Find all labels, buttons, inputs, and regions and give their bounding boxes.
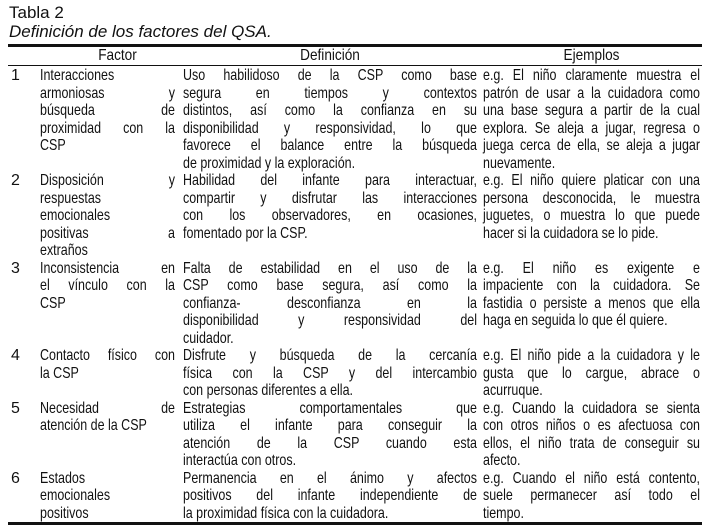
definicion-line: disponibilidad y responsividad, lo que: [183, 119, 477, 137]
definicion-line: utiliza el infante para conseguir la: [183, 417, 477, 434]
factor-number: 4: [11, 347, 20, 364]
ejemplos-line: e.g. El niño quiere platicar con una: [483, 172, 700, 189]
definicion-line: Habilidad del infante para interactuar,: [183, 172, 477, 189]
cell-factor: [40, 400, 175, 435]
definicion-line: compartir y disfrutar las interacciones: [183, 189, 477, 207]
cell-factor: [40, 470, 175, 523]
factor-line: Interacciones: [40, 67, 115, 84]
ejemplos-line: juega cerca de ella, se aleja a jugar: [483, 137, 700, 154]
header-factor: Factor: [98, 47, 137, 64]
ejemplos-line: e.g. El niño claramente muestra el: [483, 67, 700, 84]
factor-line: armoniosas y: [40, 84, 175, 102]
cell-factor: [40, 260, 175, 313]
definicion-line: física con la CSP y del intercambio: [183, 364, 477, 382]
definicion-line: atención de la CSP cuando esta: [183, 434, 477, 452]
definicion-line: favorece el balance entre la búsqueda: [183, 137, 477, 154]
definicion-line: interactúa con otros.: [183, 452, 297, 469]
ejemplos-line: explora. Se aleja a jugar, regresa o: [483, 119, 700, 137]
definicion-line: con personas diferentes a ella.: [183, 382, 353, 399]
definicion-line: de proximidad y la exploración.: [183, 154, 356, 172]
ejemplos-line: gusta que lo cargue, abrace o: [483, 364, 700, 382]
table-row: [0, 67, 706, 172]
definicion-line: Falta de estabilidad en el uso de la: [183, 259, 477, 277]
cell-factor: [40, 347, 175, 382]
table-row: [0, 260, 706, 348]
header-definicion: Definición: [300, 47, 360, 64]
factor-line: CSP: [40, 294, 66, 312]
definicion-line: disponibilidad y responsividad del: [183, 312, 477, 329]
factor-number: 2: [11, 172, 20, 189]
definicion-line: Disfrute y búsqueda de la cercanía: [183, 347, 477, 364]
definicion-line: con los observadores, en ocasiones,: [183, 207, 477, 224]
factor-line: atención de la CSP: [40, 417, 147, 434]
ejemplos-line: nuevamente.: [483, 154, 556, 172]
definicion-line: distintos, así como la confianza en su: [183, 102, 477, 119]
cell-factor: [40, 67, 175, 155]
ejemplos-line: tiempo.: [483, 504, 524, 522]
factor-line: la CSP: [40, 364, 79, 382]
ejemplos-line: afecto.: [483, 452, 521, 469]
definicion-line: cuidador.: [183, 329, 234, 347]
cell-ejemplos: [483, 347, 700, 400]
cell-ejemplos: [483, 470, 700, 523]
definicion-line: Uso habilidoso de la CSP como base: [183, 67, 477, 84]
ejemplos-line: haga en seguida lo que él quiere.: [483, 312, 668, 329]
cell-definicion: [183, 400, 477, 470]
factor-line: respuestas: [40, 189, 102, 207]
cell-definicion: [183, 347, 477, 400]
factor-line: extraños: [40, 242, 88, 259]
ejemplos-line: e.g. Cuando el niño está contento,: [483, 469, 700, 487]
factor-line: emocionales: [40, 207, 111, 224]
factor-line: CSP: [40, 137, 66, 154]
table-label: Tabla 2: [9, 3, 64, 22]
table-row: [0, 470, 706, 523]
cell-definicion: [183, 67, 477, 172]
definicion-line: CSP como base segura, así como la: [183, 277, 477, 294]
factor-line: positivos: [40, 504, 89, 522]
ejemplos-line: una base segura a partir de la cual: [483, 102, 700, 119]
ejemplos-line: e.g. El niño pide a la cuidadora y le: [483, 347, 700, 364]
ejemplos-line: con otros niños o es afectuosa con: [483, 417, 700, 434]
ejemplos-line: ellos, el niño trata de conseguir su: [483, 434, 700, 452]
ejemplos-line: e.g. Cuando la cuidadora se sienta: [483, 399, 700, 417]
cell-ejemplos: [483, 172, 700, 242]
factor-number: 3: [11, 259, 20, 277]
definicion-line: segura en tiempos y contextos: [183, 84, 477, 102]
ejemplos-line: acurruque.: [483, 382, 543, 399]
factor-line: Contacto físico con: [40, 347, 175, 364]
table-body: [0, 67, 706, 522]
factor-line: Inconsistencia en: [40, 259, 175, 277]
ejemplos-line: persona desconocida, le muestra: [483, 189, 700, 207]
ejemplos-line: suele permanecer así todo el: [483, 487, 700, 504]
factor-line: proximidad con la: [40, 119, 175, 137]
factor-number: 6: [11, 469, 20, 487]
ejemplos-line: e.g. El niño es exigente e: [483, 259, 700, 277]
cell-definicion: [183, 172, 477, 242]
ejemplos-line: fastidia o persiste a menos que ella: [483, 294, 700, 312]
ejemplos-line: patrón de usar a la cuidadora como: [483, 84, 700, 102]
factor-line: Disposición y: [40, 172, 175, 189]
definicion-line: positivos del infante independiente de: [183, 487, 477, 504]
factor-number: 5: [11, 399, 20, 417]
factor-line: el vínculo con la: [40, 277, 175, 294]
ejemplos-line: hacer si la cuidadora se lo pide.: [483, 224, 659, 242]
cell-ejemplos: [483, 260, 700, 330]
definicion-line: confianza- desconfianza en la: [183, 294, 477, 312]
ejemplos-line: impaciente con la cuidadora. Se: [483, 277, 700, 294]
table-row: [0, 172, 706, 260]
cell-ejemplos: [483, 67, 700, 172]
factor-line: emocionales: [40, 487, 111, 504]
table-row: [0, 347, 706, 400]
factor-line: Necesidad de: [40, 399, 175, 417]
bottom-rule: [8, 522, 702, 525]
table-row: [0, 400, 706, 470]
factor-line: Estados: [40, 469, 86, 487]
header-ejemplos: Ejemplos: [563, 47, 620, 64]
cell-ejemplos: [483, 400, 700, 470]
cell-definicion: [183, 260, 477, 348]
table-caption: Definición de los factores del QSA.: [9, 22, 272, 41]
factor-line: búsqueda de: [40, 102, 175, 119]
cell-definicion: [183, 470, 477, 523]
definicion-line: Permanencia en el ánimo y afectos: [183, 469, 477, 487]
ejemplos-line: juguetes, o muestra lo que puede: [483, 207, 700, 224]
definicion-line: fomentado por la CSP.: [183, 224, 308, 242]
definicion-line: la proximidad física con la cuidadora.: [183, 504, 389, 522]
factor-number: 1: [11, 67, 20, 84]
definicion-line: Estrategias comportamentales que: [183, 399, 477, 417]
header-rule: [8, 65, 702, 66]
factor-line: positivas a: [40, 224, 175, 242]
cell-factor: [40, 172, 175, 260]
